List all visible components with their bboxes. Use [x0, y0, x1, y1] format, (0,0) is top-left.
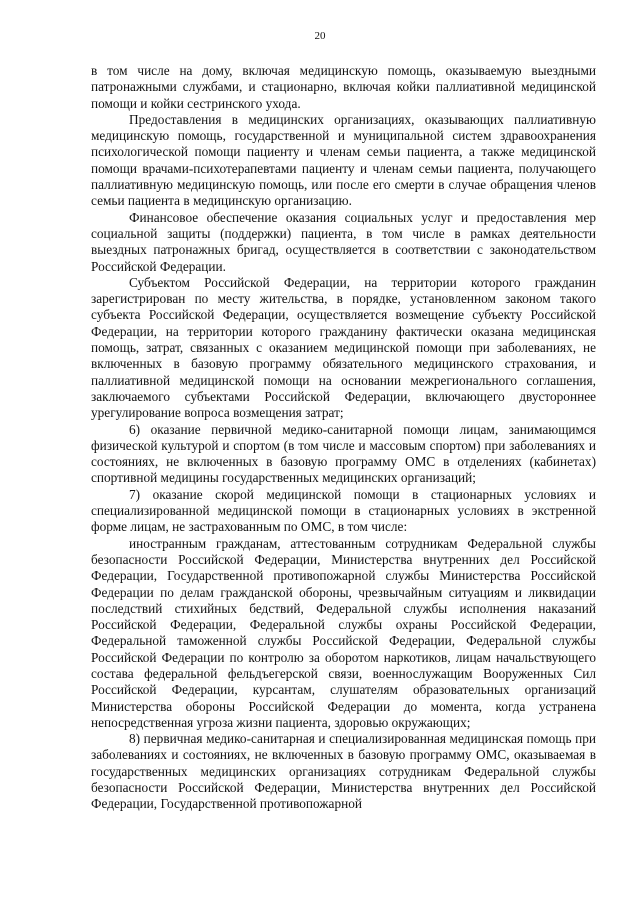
list-item: 7) оказание скорой медицинской помощи в стационарных условиях и специализированной медицинской помощи в стационарных условиях в экстренной форме лицам, не застрахованным по ОМС, в том числе:: [91, 486, 596, 535]
page-number: 20: [314, 30, 326, 42]
paragraph: иностранным гражданам, аттестованным сотрудникам Федеральной службы безопасности Российской Федерации, Министерства внутренних дел Российской Федерации, Государственной противопожарной службы Министерства Российской Федерации по делам гражданской обороны, чрезвычайным ситуациям и ликвидации последствий стихийных бедствий, Федеральной службы исполнения наказаний Российской Федерации, Федеральной службы охраны Российской Федерации, Федеральной таможенной службы Российской Федерации, Федеральной службы Российской Федерации по контролю за оборотом наркотиков, лицам начальствующего состава федеральной фельдъегерской связи, военнослужащим Вооруженных Сил Российской Федерации, курсантам, слушателям образовательных организаций Министерства обороны Российской Федерации до момента, когда устранена непосредственная угроза жизни пациента, здоровью окружающих;: [91, 535, 596, 730]
paragraph: Субъектом Российской Федерации, на территории которого гражданин зарегистрирован по месту жительства, в порядке, установленном законом такого субъекта Российской Федерации, осуществляется возмещение субъекту Российской Федерации, на территории которого гражданину фактически оказана медицинская помощь, затрат, связанных с оказанием медицинской помощи при заболеваниях, не включенных в базовую программу обязательного медицинского страхования, и паллиативной медицинской помощи на основании межрегионального соглашения, заключаемого субъектами Российской Федерации, включающего двустороннее урегулирование вопроса возмещения затрат;: [91, 274, 596, 421]
list-item: 6) оказание первичной медико-санитарной помощи лицам, занимающимся физической культурой и спортом (в том числе и массовым спортом) при заболеваниях и состояниях, не включенных в базовую программу ОМС в отделениях (кабинетах) спортивной медицины государственных медицинских организаций;: [91, 421, 596, 486]
paragraph: Предоставления в медицинских организациях, оказывающих паллиативную медицинскую помощь, государственной и муниципальной систем здравоохранения психологической помощи пациенту и членам семьи пациента, а также медицинской помощи врачами-психотерапевтами пациенту и членам семьи пациента, получающего паллиативную медицинскую помощь, или после его смерти в случае обращения членов семьи пациента в медицинскую организацию.: [91, 111, 596, 209]
paragraph: Финансовое обеспечение оказания социальных услуг и предоставления мер социальной защиты (поддержки) пациента, в том числе в рамках деятельности выездных патронажных бригад, осуществляется в соответствии с законодательством Российской Федерации.: [91, 209, 596, 274]
document-body: [91, 63, 596, 813]
paragraph: в том числе на дому, включая медицинскую помощь, оказываемую выездными патронажными службами, и стационарно, включая койки паллиативной медицинской помощи и койки сестринского ухода.: [91, 63, 596, 111]
list-item: 8) первичная медико-санитарная и специализированная медицинская помощь при заболеваниях и состояниях, не включенных в базовую программу ОМС, оказываемая в государственных медицинских организациях сотрудникам Федеральной службы безопасности Российской Федерации, Министерства внутренних дел Российской Федерации, Государственной противопожарной: [91, 731, 596, 812]
